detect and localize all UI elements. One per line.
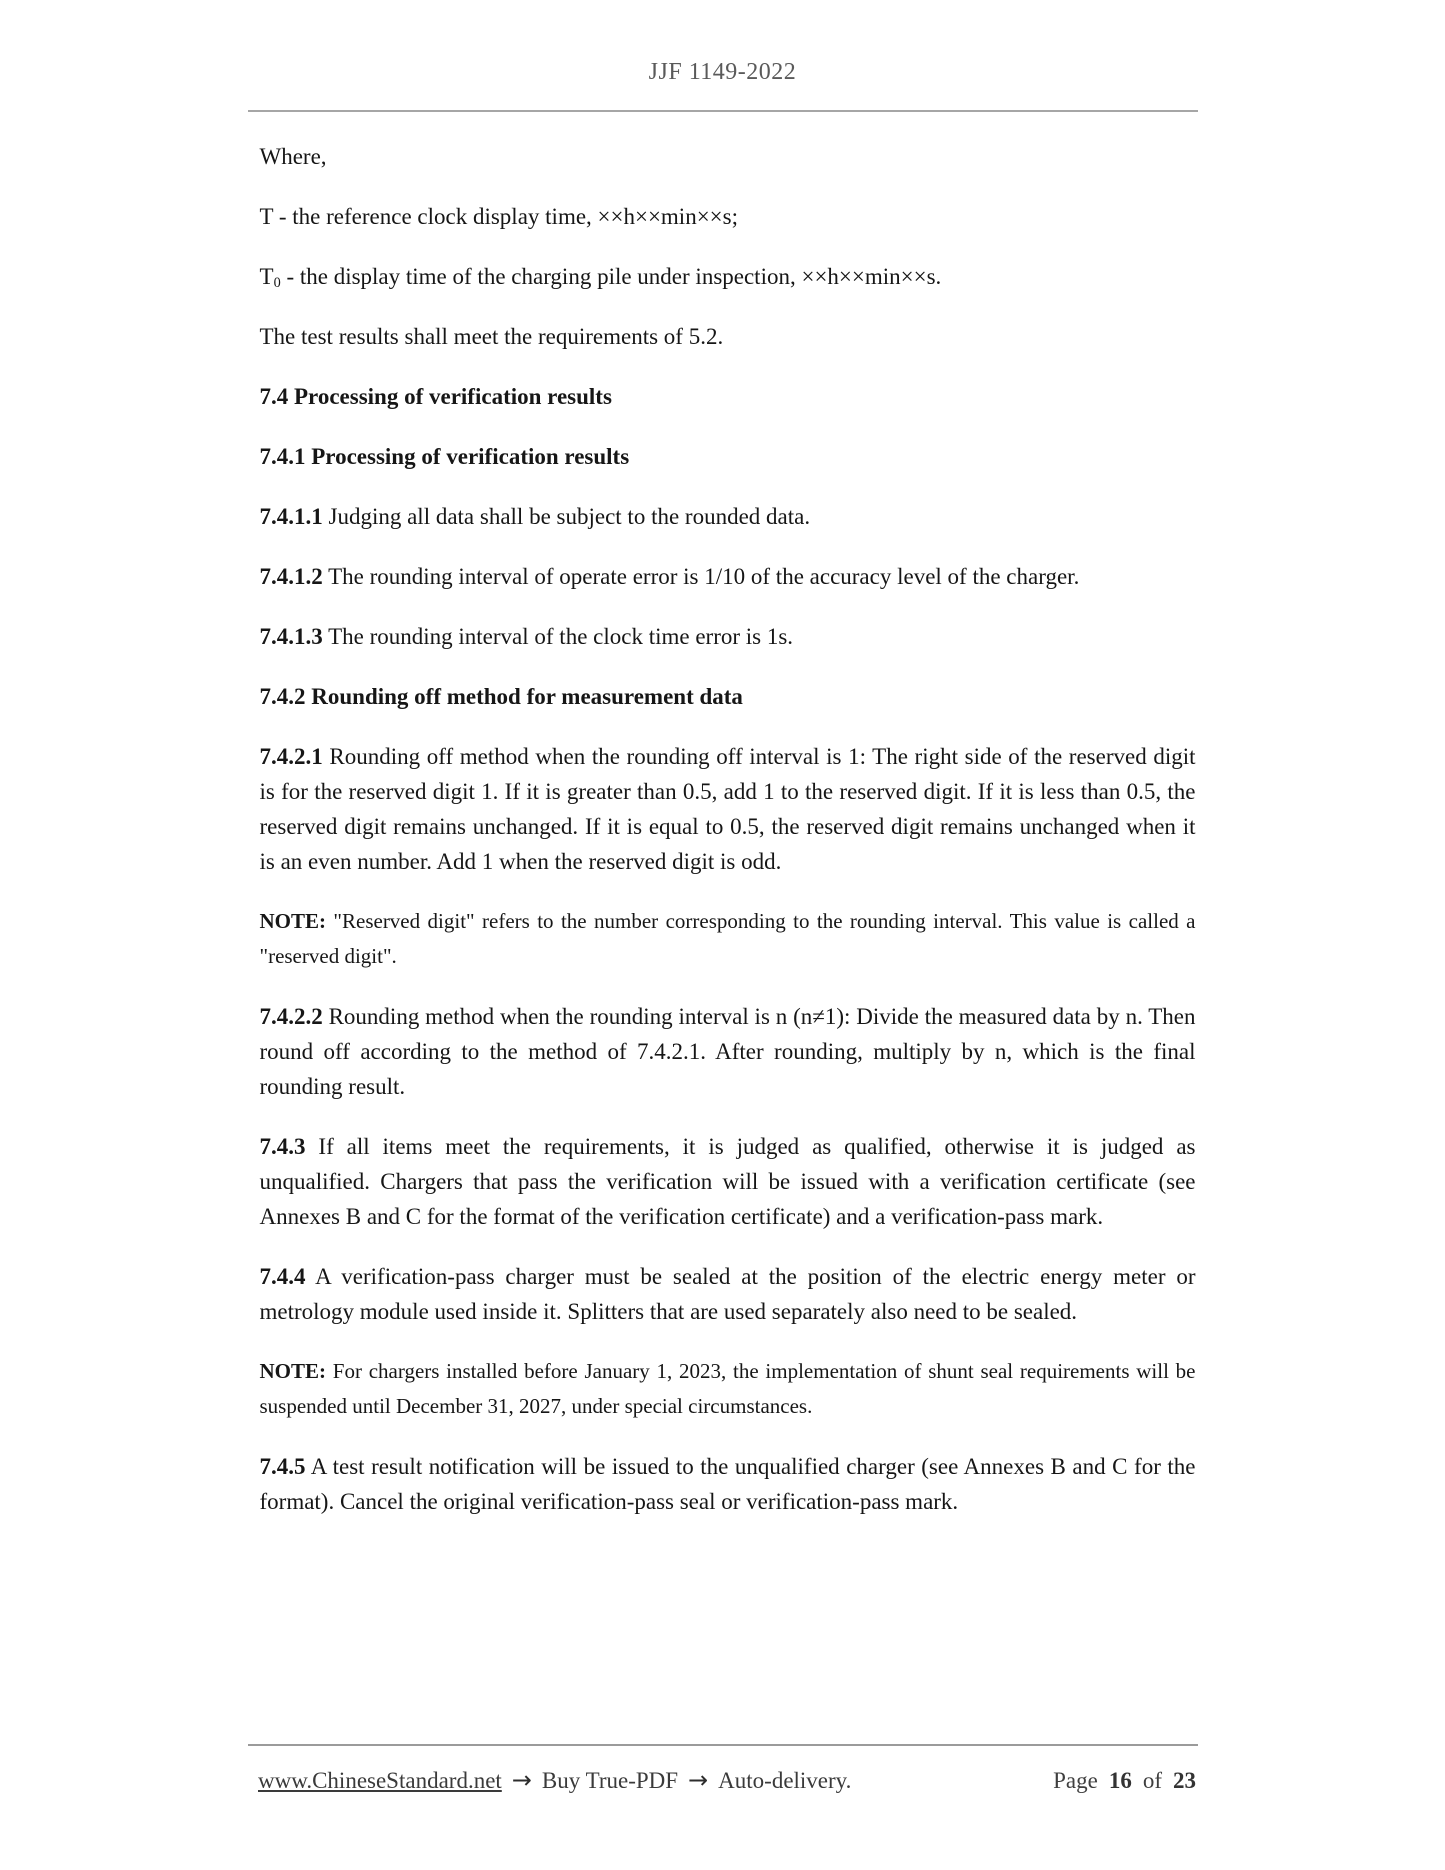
paragraph-7-4-2-1: [260, 739, 1196, 879]
paragraph-7-4-4: [260, 1259, 1196, 1329]
page-footer: [248, 1744, 1198, 1799]
page-body: [248, 112, 1198, 1519]
t0-definition-text: - the display time of the charging pile under inspection, ××h××min××s.: [280, 264, 942, 289]
right-arrow-icon: →: [511, 1766, 532, 1794]
paragraph-text: A verification-pass charger must be sealed at the position of the electric energy meter or metrology module used inside it. Splitters that are used separately also need to be sealed.: [259, 1264, 1196, 1324]
document-number: JJF 1149-2022: [648, 59, 797, 85]
of-label: of: [1142, 1768, 1162, 1793]
section-number-7-4-2-2: 7.4.2.2: [259, 1004, 323, 1029]
section-number-7-4-3: 7.4.3: [259, 1134, 306, 1159]
footer-delivery-text: Auto-delivery.: [718, 1768, 852, 1793]
paragraph-text: If all items meet the requirements, it is judged as qualified, otherwise it is judged as unqualified. Chargers that pass the verification will be issued with a verification certificate (see Annexes B and C for the format of the verification certificate) and a verification-pass mark.: [259, 1134, 1196, 1229]
paragraph-7-4-1-3: [260, 619, 1196, 654]
t0-symbol: T: [259, 264, 274, 289]
page-total: 23: [1173, 1768, 1196, 1793]
page-current: 16: [1108, 1768, 1132, 1793]
section-number-7-4-1-2: 7.4.1.2: [259, 564, 323, 589]
heading-7-4-1: 7.4.1 Processing of verification results: [259, 444, 630, 469]
note-shunt-seal: [260, 1354, 1196, 1424]
page-indicator: [1053, 1763, 1196, 1799]
paragraph-text: The rounding interval of the clock time error is 1s.: [322, 624, 794, 649]
page-label: Page: [1053, 1768, 1098, 1793]
footer-row: [248, 1746, 1198, 1799]
paragraph-text: Rounding method when the rounding interval is n (n≠1): Divide the measured data by n. Then round off according to the method of 7.4.2.1. After rounding, multiply by n, which is the final rounding result.: [259, 1004, 1196, 1099]
footer-buy-text: Buy True-PDF: [541, 1768, 679, 1793]
paragraph-test-requirements: The test results shall meet the requirements of 5.2.: [259, 324, 724, 349]
section-number-7-4-2-1: 7.4.2.1: [259, 744, 323, 769]
note-text: "Reserved digit" refers to the number corresponding to the rounding interval. This value is called a "reserved digit".: [259, 909, 1196, 968]
paragraph-text: The rounding interval of operate error is 1/10 of the accuracy level of the charger.: [322, 564, 1080, 589]
t0-subscript: 0: [273, 275, 281, 291]
paragraph-7-4-1-1: [260, 499, 1196, 534]
paragraph-t0-definition: [260, 259, 1196, 294]
paragraph-text: Rounding off method when the rounding off interval is 1: The right side of the reserved digit is for the reserved digit 1. If it is greater than 0.5, add 1 to the reserved digit. If it is less than 0.5, the reserved digit remains unchanged. If it is equal to 0.5, the reserved digit remains unchanged when it is an even number. Add 1 when the reserved digit is odd.: [259, 744, 1196, 874]
heading-7-4: 7.4 Processing of verification results: [259, 384, 612, 409]
paragraph-text: Judging all data shall be subject to the rounded data.: [322, 504, 811, 529]
note-reserved-digit: [260, 904, 1196, 974]
section-number-7-4-4: 7.4.4: [259, 1264, 306, 1289]
website-link[interactable]: www.ChineseStandard.net: [258, 1768, 502, 1793]
footer-source-line: [258, 1762, 851, 1799]
paragraph-where: Where,: [259, 144, 327, 169]
note-label: NOTE:: [259, 1359, 327, 1383]
section-number-7-4-1-1: 7.4.1.1: [259, 504, 323, 529]
page-header: [0, 0, 1445, 112]
paragraph-7-4-2-2: [260, 999, 1196, 1104]
right-arrow-icon: →: [688, 1766, 709, 1794]
paragraph-t-definition: T - the reference clock display time, ××h××min××s;: [259, 204, 738, 229]
paragraph-7-4-1-2: [260, 559, 1196, 594]
section-number-7-4-5: 7.4.5: [259, 1454, 306, 1479]
note-label: NOTE:: [259, 909, 327, 933]
note-text: For chargers installed before January 1, 2023, the implementation of shunt seal requirements will be suspended until December 31, 2027, under special circumstances.: [259, 1359, 1196, 1418]
paragraph-text: A test result notification will be issued to the unqualified charger (see Annexes B and C for the format). Cancel the original verification-pass seal or verification-pass mark.: [259, 1454, 1196, 1514]
paragraph-7-4-5: [260, 1449, 1196, 1519]
paragraph-7-4-3: [260, 1129, 1196, 1234]
heading-7-4-2: 7.4.2 Rounding off method for measurement data: [259, 684, 743, 709]
section-number-7-4-1-3: 7.4.1.3: [259, 624, 323, 649]
